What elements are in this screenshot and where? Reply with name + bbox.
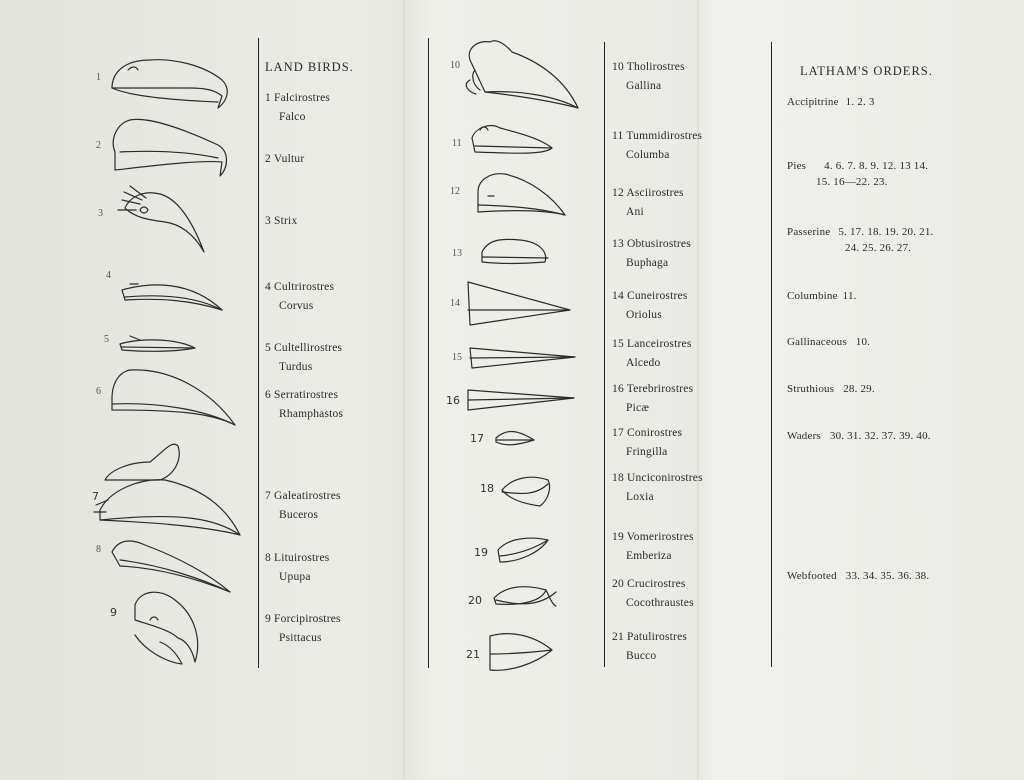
bird-entry xyxy=(612,628,687,666)
figure-number: 15 xyxy=(452,352,462,363)
figure-number: 4 xyxy=(106,270,111,281)
order-name: Pies xyxy=(787,160,807,172)
beak-drawing-10 xyxy=(466,41,578,108)
figure-number: 5 xyxy=(104,334,109,345)
beak-drawing-19 xyxy=(498,538,548,562)
order-values: 5. 17. 18. 19. 20. 21. xyxy=(838,226,934,238)
entry-title: 7 Galeatirostres xyxy=(265,490,341,502)
entry-genus: Alcedo xyxy=(626,357,661,369)
bird-entry xyxy=(612,287,688,325)
beak-drawing-18 xyxy=(502,477,550,506)
order-values: 33. 34. 35. 36. 38. xyxy=(845,570,930,582)
entry-title: 11 Tummidirostres xyxy=(612,130,703,142)
bird-entry xyxy=(612,184,684,222)
figure-number: 19 xyxy=(474,546,488,559)
entry-genus: Psittacus xyxy=(279,632,322,644)
order-struthious xyxy=(787,381,875,397)
entry-title: 21 Patulirostres xyxy=(612,631,688,643)
entry-genus: Falco xyxy=(279,111,306,123)
bird-entry xyxy=(612,380,693,418)
entry-genus: Emberiza xyxy=(626,550,672,562)
figure-number: 13 xyxy=(452,248,462,259)
entry-title: 2 Vultur xyxy=(265,153,305,165)
entry-genus: Fringilla xyxy=(626,446,668,458)
entry-genus: Turdus xyxy=(279,361,313,373)
figure-number: 21 xyxy=(466,648,480,661)
order-values: 4. 6. 7. 8. 9. 12. 13 14. xyxy=(824,160,929,172)
order-waders xyxy=(787,428,931,444)
bird-entry xyxy=(612,235,691,273)
land-birds-heading: LAND BIRDS. xyxy=(265,60,354,74)
beak-drawing-14 xyxy=(468,282,570,325)
land-bird-entry xyxy=(265,278,334,316)
order-pies xyxy=(787,158,928,190)
entry-title: 14 Cuneirostres xyxy=(612,290,688,302)
figure-number: 18 xyxy=(480,482,494,495)
order-values: 10. xyxy=(855,336,871,348)
beak-drawing-6 xyxy=(112,370,235,425)
figure-number: 12 xyxy=(450,186,460,197)
beak-drawing-16 xyxy=(468,390,574,410)
land-bird-entry xyxy=(265,339,342,377)
entry-title: 10 Tholirostres xyxy=(612,61,685,73)
figure-number: 3 xyxy=(98,208,103,219)
figure-number: 2 xyxy=(96,140,101,151)
entry-genus: Corvus xyxy=(279,300,314,312)
land-bird-entry xyxy=(265,610,341,648)
entry-genus: Buphaga xyxy=(626,257,669,269)
order-values: 28. 29. xyxy=(843,383,875,395)
entry-title: 3 Strix xyxy=(265,215,298,227)
order-passerine xyxy=(787,224,934,256)
entry-title: 19 Vomerirostres xyxy=(612,531,694,543)
figure-number: 6 xyxy=(96,386,101,397)
land-bird-entry xyxy=(265,150,304,169)
entry-title: 4 Cultrirostres xyxy=(265,281,335,293)
figure-number: 9 xyxy=(110,606,117,619)
entry-title: 9 Forcipirostres xyxy=(265,613,341,625)
order-columbine xyxy=(787,288,857,304)
entry-genus: Ani xyxy=(626,206,644,218)
order-values: 30. 31. 32. 37. 39. 40. xyxy=(829,430,931,442)
order-name: Passerine xyxy=(787,226,831,238)
order-gallinaceous xyxy=(787,334,870,350)
entry-title: 5 Cultellirostres xyxy=(265,342,343,354)
entry-title: 1 Falcirostres xyxy=(265,92,331,104)
beak-drawing-1 xyxy=(112,60,227,108)
entry-genus: Columba xyxy=(626,149,670,161)
order-name: Accipitrine xyxy=(787,96,839,108)
entry-genus: Cocothraustes xyxy=(626,597,694,609)
beak-drawing-9 xyxy=(135,592,198,664)
beak-drawing-8 xyxy=(112,541,230,592)
entry-genus: Bucco xyxy=(626,650,657,662)
entry-title: 20 Crucirostres xyxy=(612,578,686,590)
entry-genus: Loxia xyxy=(626,491,654,503)
bird-entry xyxy=(612,528,694,566)
entry-title: 6 Serratirostres xyxy=(265,389,339,401)
figure-number: 20 xyxy=(468,594,482,607)
bird-entry xyxy=(612,127,702,165)
beak-drawing-13 xyxy=(482,239,548,263)
beak-drawing-21 xyxy=(490,634,552,671)
figure-number: 17 xyxy=(470,432,484,445)
entry-title: 12 Asciirostres xyxy=(612,187,684,199)
land-bird-entry xyxy=(265,549,329,587)
entry-title: 17 Conirostres xyxy=(612,427,683,439)
bird-entry xyxy=(612,335,692,373)
order-values-continued: 24. 25. 26. 27. xyxy=(845,242,912,254)
order-values: 11. xyxy=(842,290,857,302)
beak-drawing-4 xyxy=(122,284,222,310)
beak-drawing-2 xyxy=(113,119,226,176)
entry-title: 15 Lanceirostres xyxy=(612,338,692,350)
order-name: Gallinaceous xyxy=(787,336,847,348)
entry-title: 13 Obtusirostres xyxy=(612,238,691,250)
beak-drawing-12 xyxy=(478,174,565,215)
order-values-continued: 15. 16—22. 23. xyxy=(816,176,888,188)
beak-drawing-15 xyxy=(470,348,575,368)
latham-orders-heading: LATHAM'S ORDERS. xyxy=(800,64,933,78)
order-name: Webfooted xyxy=(787,570,837,582)
figure-number: 7 xyxy=(92,490,99,503)
entry-genus: Buceros xyxy=(279,509,319,521)
land-bird-entry xyxy=(265,89,330,127)
order-accipitrine xyxy=(787,94,875,110)
entry-title: 8 Lituirostres xyxy=(265,552,330,564)
figure-number: 11 xyxy=(452,138,462,149)
entry-genus: Upupa xyxy=(279,571,311,583)
bird-entry xyxy=(612,469,703,507)
order-name: Waders xyxy=(787,430,821,442)
order-webfooted xyxy=(787,568,929,584)
beak-drawing-20 xyxy=(494,587,556,606)
figure-number: 8 xyxy=(96,544,101,555)
beak-drawing-17 xyxy=(496,432,534,445)
beak-drawing-7 xyxy=(94,444,240,535)
entry-genus: Gallina xyxy=(626,80,662,92)
figure-number: 1 xyxy=(96,72,101,83)
beak-drawing-11 xyxy=(472,126,552,154)
beak-drawing-5 xyxy=(120,336,195,351)
bird-entry xyxy=(612,575,694,613)
entry-title: 16 Terebrirostres xyxy=(612,383,694,395)
bird-entry xyxy=(612,58,685,96)
figure-number: 16 xyxy=(446,394,460,407)
entry-genus: Picæ xyxy=(626,402,650,414)
order-values: 1. 2. 3 xyxy=(845,96,875,108)
land-bird-entry xyxy=(265,386,343,424)
entry-title: 18 Unciconirostres xyxy=(612,472,703,484)
bird-entry xyxy=(612,424,682,462)
figure-number: 14 xyxy=(450,298,460,309)
land-bird-entry xyxy=(265,487,341,525)
order-name: Columbine xyxy=(787,290,838,302)
order-name: Struthious xyxy=(787,383,835,395)
figure-number: 10 xyxy=(450,60,460,71)
entry-genus: Rhamphastos xyxy=(279,408,344,420)
land-bird-entry xyxy=(265,212,297,231)
beak-drawing-3 xyxy=(118,186,204,252)
entry-genus: Oriolus xyxy=(626,309,662,321)
